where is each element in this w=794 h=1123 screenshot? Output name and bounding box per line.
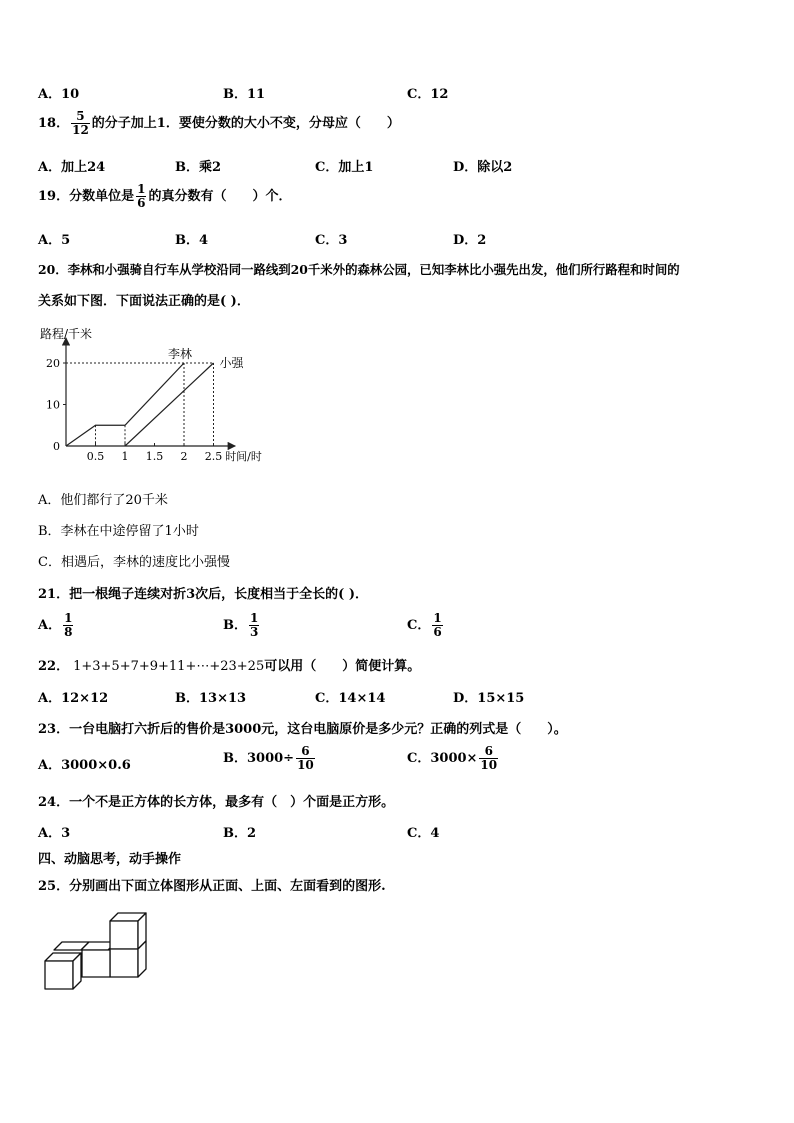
q22-option-a: A．12×12 <box>38 691 109 706</box>
q21-option-b: B． $\frac{1}{3}$ <box>223 611 259 639</box>
q20-option-b: B．李林在中途停留了1小时 <box>38 524 199 539</box>
distance-time-chart <box>32 324 282 466</box>
x-tick-label: 1 <box>121 450 129 463</box>
y-tick-label: 10 <box>46 398 60 412</box>
q22-option-c: C．14×14 <box>315 691 386 706</box>
series-label-2: 小强 <box>219 356 244 370</box>
question-20-line2: 关系如下图．下面说法正确的是( )． <box>38 294 250 309</box>
q24-option-a: A．3 <box>38 826 71 841</box>
cube-upper-front <box>110 921 138 949</box>
q22-expression: 1+3+5+7+9+11+⋯+23+25 <box>73 659 265 674</box>
q21-option-c: C． $\frac{1}{6}$ <box>407 611 442 639</box>
q20-option-a: A．他们都行了20千米 <box>38 493 168 508</box>
question-24: 24．一个不是正方体的长方体，最多有（ ）个面是正方形。 <box>38 795 395 810</box>
q21-option-a: A． $\frac{1}{8}$ <box>38 611 73 639</box>
x-tick-label: 0.5 <box>86 450 105 463</box>
question-25: 25．分别画出下面立体图形从正面、上面、左面看到的图形. <box>38 879 386 894</box>
x-axis-label: 时间/时 <box>225 450 262 463</box>
y-axis-label: 路程/千米 <box>40 327 93 341</box>
x-tick-label: 2.5 <box>204 450 223 463</box>
x-tick-label: 2 <box>180 450 188 463</box>
q17-option-c: C．12 <box>407 87 449 102</box>
q19-option-d: D．2 <box>453 233 487 248</box>
question-20-line1: 20．李林和小强骑自行车从学校沿同一路线到20千米外的森林公园，已知李林比小强先出发，他们所行路程和时间的 <box>38 262 680 277</box>
question-19 <box>38 183 291 210</box>
q18-option-a: A．加上24 <box>38 160 106 175</box>
x-tick-label: 1.5 <box>145 450 164 463</box>
question-23: 23．一台电脑打六折后的售价是3000元，这台电脑原价是多少元？正确的列式是（ ）。 <box>38 722 567 737</box>
q23-option-b: B．3000÷ $\frac{6}{10}$ <box>223 744 314 772</box>
q18-fraction: $\frac{5}{12}$ <box>72 109 89 137</box>
q18-option-b: B．乘2 <box>175 160 222 175</box>
series-label-1: 李林 <box>167 347 193 361</box>
question-18 <box>38 110 400 137</box>
q24-option-b: B．2 <box>223 826 257 841</box>
q24-option-c: C．4 <box>407 826 440 841</box>
series-line-2 <box>125 363 214 446</box>
q17-option-a: A．10 <box>38 87 80 102</box>
cube-bottom-right-front <box>110 949 138 977</box>
cube-middle-front <box>82 950 110 977</box>
q19-text: 的真分数有（ ）个． <box>148 189 292 204</box>
q23-option-a: A．3000×0.6 <box>38 758 131 773</box>
cube-front-left-front <box>45 961 73 989</box>
cube-stack-figure <box>40 908 160 996</box>
q19-number: 19．分数单位是 <box>38 189 135 204</box>
section-4-heading: 四、动脑思考，动手操作 <box>38 852 182 867</box>
q19-option-a: A．5 <box>38 233 71 248</box>
q18-option-c: C．加上1 <box>315 160 374 175</box>
q19-option-c: C．3 <box>315 233 348 248</box>
question-22: 22． 1+3+5+7+9+11+⋯+23+25可以用（ ）简便计算。 <box>38 659 421 674</box>
q23-option-c: C．3000× $\frac{6}{10}$ <box>407 744 498 772</box>
q18-option-d: D．除以2 <box>453 160 513 175</box>
q18-number: 18． <box>38 116 70 131</box>
y-tick-label: 20 <box>46 357 60 370</box>
question-21: 21．把一根绳子连续对折3次后，长度相当于全长的( )． <box>38 587 368 602</box>
q17-option-b: B．11 <box>223 87 266 102</box>
q18-text: 的分子加上1．要使分数的大小不变，分母应（ ） <box>91 116 400 131</box>
q22-option-b: B．13×13 <box>175 691 247 706</box>
q20-option-c: C．相遇后，李林的速度比小强慢 <box>38 555 230 570</box>
q19-fraction: $\frac{1}{6}$ <box>137 182 146 210</box>
q22-option-d: D．15×15 <box>453 691 525 706</box>
q19-option-b: B．4 <box>175 233 209 248</box>
y-tick-label: 0 <box>53 440 60 453</box>
